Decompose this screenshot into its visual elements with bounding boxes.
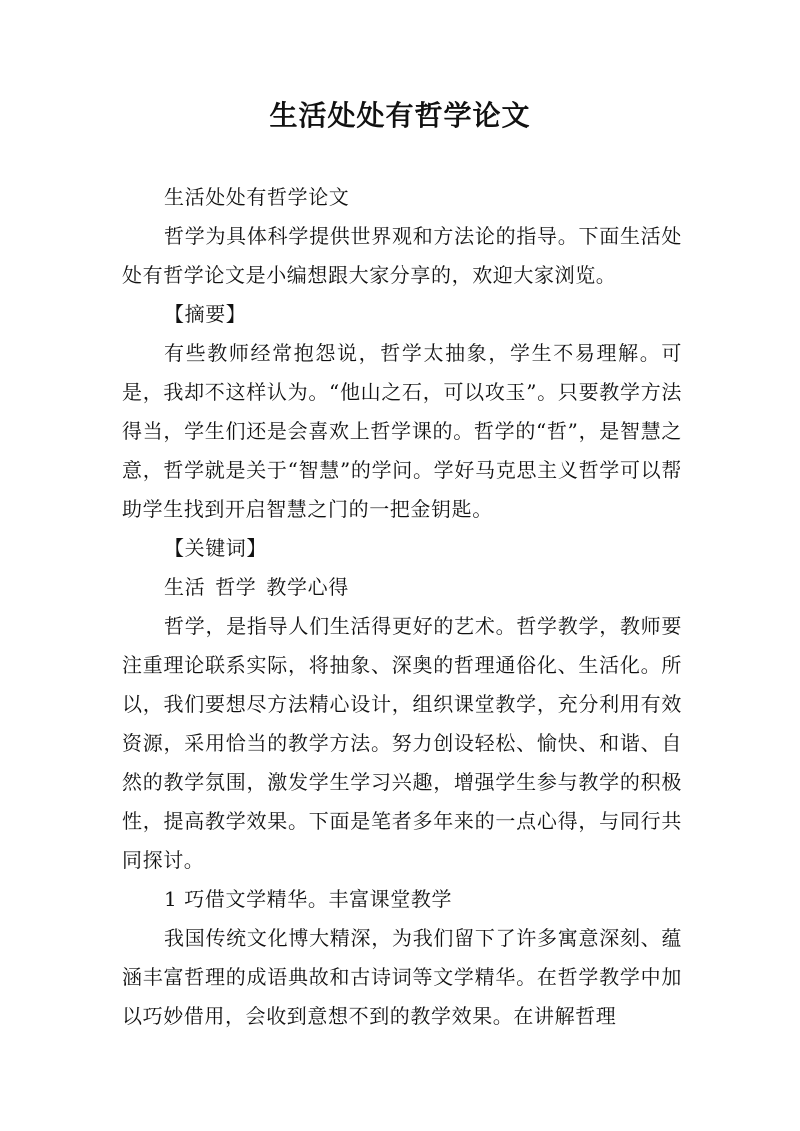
keyword: 生活 <box>164 575 206 599</box>
abstract-heading: 【摘要】 <box>164 302 247 326</box>
keywords-heading: 【关键词】 <box>164 536 267 560</box>
keyword: 教学心得 <box>266 575 349 599</box>
document-body <box>122 178 682 1036</box>
intro-paragraph: 哲学为具体科学提供世界观和方法论的指导。下面生活处处有哲学论文是小编想跟大家分享的，欢迎大家浏览。 <box>122 224 682 287</box>
section-heading: 1 巧借文学精华。丰富课堂教学 <box>164 887 453 911</box>
keywords-line <box>122 568 682 607</box>
document-title: 生活处处有哲学论文 <box>269 99 531 132</box>
document-subtitle: 生活处处有哲学论文 <box>164 185 350 209</box>
abstract-paragraph: 有些教师经常抱怨说，哲学太抽象，学生不易理解。可是，我却不这样认为。“他山之石，可以攻玉”。只要教学方法得当，学生们还是会喜欢上哲学课的。哲学的“哲”，是智慧之意，哲学就是关于“智慧”的学问。学好马克思主义哲学可以帮助学生找到开启智慧之门的一把金钥匙。 <box>122 341 682 521</box>
body-paragraph: 哲学，是指导人们生活得更好的艺术。哲学教学，教师要注重理论联系实际，将抽象、深奥的哲理通俗化、生活化。所以，我们要想尽方法精心设计，组织课堂教学，充分利用有效资源，采用恰当的教学方法。努力创设轻松、愉快、和谐、自然的教学氛围，激发学生学习兴趣，增强学生参与教学的积极性，提高教学效果。下面是笔者多年来的一点心得，与同行共同探讨。 <box>122 614 682 872</box>
keyword: 哲学 <box>215 575 257 599</box>
body-paragraph: 我国传统文化博大精深，为我们留下了许多寓意深刻、蕴涵丰富哲理的成语典故和古诗词等文学精华。在哲学教学中加以巧妙借用，会收到意想不到的教学效果。在讲解哲理 <box>122 926 682 1028</box>
